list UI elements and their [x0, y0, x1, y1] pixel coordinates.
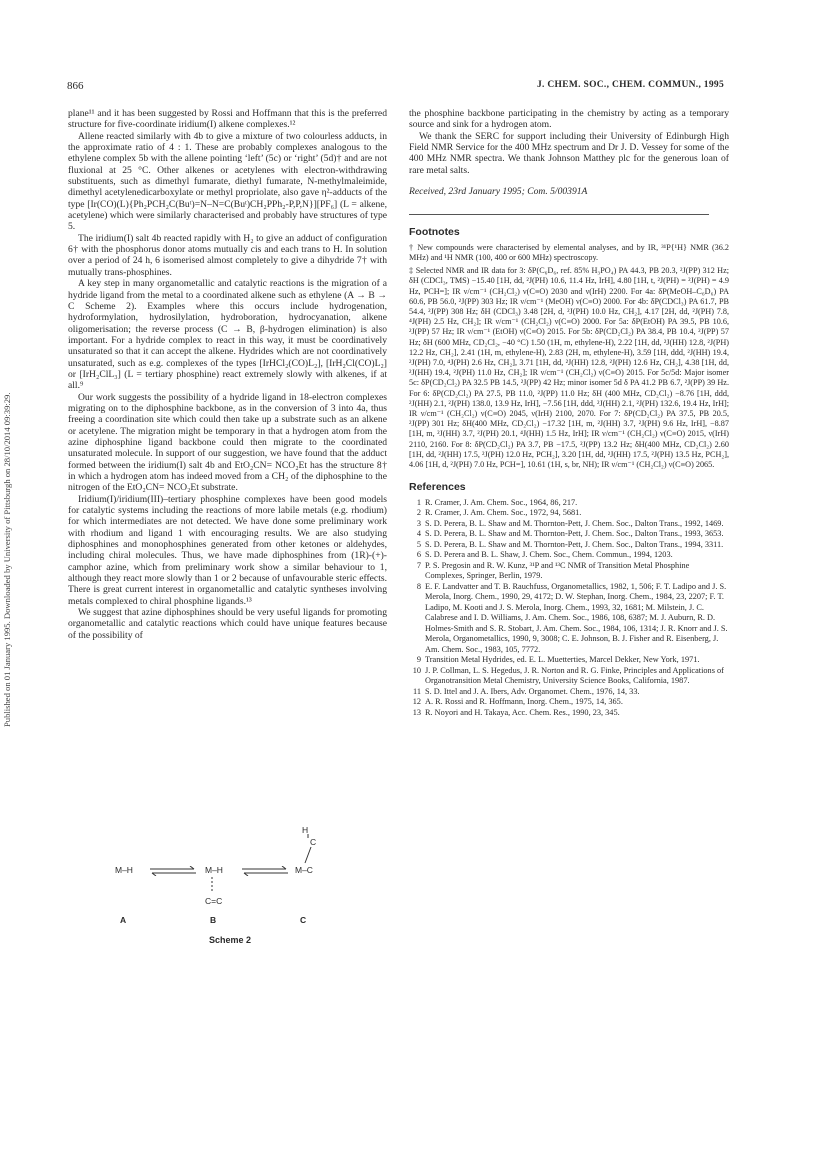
footnote: ‡ Selected NMR and IR data for 3: δP(C₆D₆, ref. 85% H₃PO₄) PA 44.3, PB 20.3, ²J(PP) 312 Hz; δH (CDCl₃, TMS) −15.40 [1H, dd, ²J(PH) 10.6, 11.4 Hz, IrH], 4.80 [1H, t, ²J(PH) = ²J(PH) = 4.9 Hz, PCH=]; IR ν/cm⁻¹ (CH₂Cl₂) ν(C≡O) 2030 and ν(IrH) 2200. For 4a: δP(MeOH–C₆D₆) PA 60.6, PB 56.0, ²J(PP) 303 Hz; IR ν/cm⁻¹ (MeOH) ν(C≡O) 2000. For 4b: δP(CDCl₃) PA 61.7, PB 54.4, ²J(PP) 308 Hz; δH (CDCl₃) 3.48 [2H, d, ²J(PH) 10.0 Hz, CH₂], 4.17 [2H, dd, ²J(PH) 7.8, ⁴J(PH) 2.5 Hz, CH₂]; IR ν/cm⁻¹ (CH₂Cl₂) ν(C≡O) 2000. For 5a: δP(EtOH) PA 39.5, PB 10.6, ²J(PP) 57 Hz; IR ν/cm⁻¹ (EtOH) ν(C≡O) 2015. For 5b: δP(CD₂Cl₂) PA 38.4, PB 10.4, ²J(PP) 57 Hz; δH (600 MHz, CD₂Cl₂, −40 °C) 1.50 (1H, m, ethylene-H), 2.22 [1H, dd, ²J(HH) 12.8, ²J(PH) 12.2 Hz, CH₂], 2.41 (1H, m, ethylene-H), 2.83 (2H, m, ethylene-H), 3.59 [1H, ddd, ²J(HH) 19.4, ²J(PH) 7.0, ⁴J(PH) 2.6 Hz, CH₂], 3.71 [1H, dd, ²J(HH) 12.8, ²J(PH) 12.6 Hz, CH₂], 4.38 [1H, dd, ²J(HH) 19.4, ²J(PH) 11.0 Hz, CH₂]; IR ν/cm⁻¹ (CH₂Cl₂) ν(C≡O) 2015. For 5c/5d: Major isomer 5c: δP(CD₂Cl₂) PA 32.5 PB 14.5, ²J(PP) 42 Hz; minor isomer 5d δ PA 41.2 PB 6.7, ²J(PP) 39 Hz. For 6: δP(CD₂Cl₂) PA 27.5, PB 11.0, ²J(PP) 11.0 Hz; δH (400 MHz, CD₂Cl₂) −8.76 [1H, ddd, ²J(HH) 2.1, ²J(PH) 138.0, 13.9 Hz, IrH], −7.56 [1H, ddd, ²J(HH) 2.1, ²J(PH) 132.6, 19.4 Hz, IrH]; IR ν/cm⁻¹ (CH₂Cl₂) ν(C≡O) 2045, ν(IrH) 2100, 2070. For 7: δP(CD₂Cl₂) PA 37.5, PB 20.5, ²J(PP) 301 Hz; δH(400 MHz, CD₂Cl₂) −17.32 [1H, m, ²J(HH) 3.7, ²J(PH) 9.6 Hz, IrH], −8.87 [1H, m, ²J(HH) 3.7, ²J(PH) 20.1, ⁴J(HH) 1.5 Hz, IrH]; IR ν/cm⁻¹ (CH₂Cl₂) ν(C≡O) 2015, ν(IrH) 2110, 2160. For 8: δP(CD₂Cl₂) PA 3.7, PB −17.5, ²J(PP) 13.2 Hz; δH(400 MHz, CD₂Cl₂) 2.60 [1H, dd, ²J(HH) 17.5, ²J(PH) 12.0 Hz, PCH₂], 3.20 [1H, dd, ²J(HH) 17.5, ²J(PH) 13.5 Hz, PCH₂], 4.06 [1H, d, ²J(PH) 7.0 Hz, PCH=], 10.61 (1H, s, br, NH); IR ν/cm⁻¹ (CH₂Cl₂) ν(C≡O) 2065. — [409, 266, 729, 470]
scheme-alkene: C=C — [205, 896, 223, 906]
scheme-2-diagram — [110, 825, 350, 1005]
reference-text: S. D. Perera, B. L. Shaw and M. Thornton-Pett, J. Chem. Soc., Dalton Trans., 1994, 3311. — [425, 539, 724, 549]
reference-text: A. R. Rossi and R. Hoffmann, Inorg. Chem., 1975, 14, 365. — [425, 697, 623, 707]
scheme-a-formula: M–H — [115, 865, 133, 875]
reference-item — [409, 498, 729, 509]
reference-text: S. D. Perera, B. L. Shaw and M. Thornton-Pett, J. Chem. Soc., Dalton Trans., 1993, 3653. — [425, 529, 724, 539]
reference-item — [409, 561, 729, 582]
reference-text: R. Cramer, J. Am. Chem. Soc., 1964, 86, 217. — [425, 497, 578, 507]
reference-item — [409, 508, 729, 519]
scheme-caption: Scheme 2 — [208, 935, 252, 945]
reference-item — [409, 666, 729, 687]
reference-text: S. D. Perera, B. L. Shaw and M. Thornton-Pett, J. Chem. Soc., Dalton Trans., 1992, 1469. — [425, 518, 724, 528]
reference-number: 2 — [416, 508, 421, 518]
paragraph: Iridium(I)/iridium(III)–tertiary phosphine complexes have been good models for catalytic systems including the reactions of more labile metals (e.g. rhodium) for which intermediates are not detected. We have done some preliminary work with rhodium and ligand 1 with encouraging results. We are also studying diphosphines and monophosphines generated from other ketones or aldehydes, including chiral molecules. Thus, we have made diphosphines from (1R)-(+)-camphor azine, which from preliminary work show a similar behaviour to 1, although they react more slowly than 1 or 2 because of unfavourable steric effects. There is great current interest in organometallic and catalytic syntheses involving metals complexed to chiral phosphine ligands.¹³ — [68, 493, 387, 607]
reference-number: 12 — [412, 697, 421, 707]
reference-item — [409, 582, 729, 656]
download-watermark: Published on 01 January 1995. Downloaded by University of Pittsburgh on 28/10/2014 09:39:29. — [2, 392, 12, 728]
scheme-c-atom: C — [310, 837, 317, 847]
reference-item — [409, 550, 729, 561]
equilibrium-arrow-icon — [148, 866, 198, 876]
equilibrium-arrow-icon — [240, 866, 290, 876]
reference-item — [409, 540, 729, 551]
reference-number: 10 — [412, 665, 421, 675]
acknowledgement: We thank the SERC for support including their University of Edinburgh High Field NMR Service for the 400 MHz spectrum and Dr J. D. Vessey for some of the 400 MHz NMR spectra. We thank Johnson Matthey plc for the generous loan of rare metal salts. — [409, 130, 729, 176]
reference-item — [409, 708, 729, 719]
page-number: 866 — [67, 80, 84, 92]
scheme-b-formula: M–H — [205, 865, 223, 875]
reference-item — [409, 687, 729, 698]
reference-item — [409, 519, 729, 530]
paragraph: Allene reacted similarly with 4b to give a mixture of two colourless adducts, in the approximate ratio of 4 : 1. These are probably complexes analogous to the ethylene complex 5b with the allene pointing ‘left’ (5c) or ‘right’ (5d)† and are not fluxional at 25 °C. Other alkenes or acetylenes with electron-withdrawing substituents, such as dimethyl fumarate, diethyl fumarate, N-methylmaleimide, dimethyl acetylenedicarboxylate or methyl propriolate, also gave η²-adducts of the type [Ir(CO)(L){Ph₂PCH₂C(Buᵗ)=N–N=C(Buᵗ)CH₂PPh₂-P,P,N}][PF₆] (L = alkene, acetylene) which were similarly characterised and probably have structures of type 5. — [68, 130, 387, 233]
journal-running-head: J. CHEM. SOC., CHEM. COMMUN., 1995 — [537, 80, 724, 90]
reference-number: 9 — [416, 655, 421, 665]
reference-number: 3 — [416, 518, 421, 528]
reference-number: 6 — [416, 550, 421, 560]
paragraph: The iridium(I) salt 4b reacted rapidly with H₂ to give an adduct of configuration 6† with the phosphorus donor atoms mutually cis and each trans to H. In solution over a period of 24 h, 6 isomerised almost completely to give a dihydride 7† with mutually trans-phosphines. — [68, 232, 387, 278]
reference-text: S. D. Perera and B. L. Shaw, J. Chem. Soc., Chem. Commun., 1994, 1203. — [425, 550, 673, 560]
paragraph: A key step in many organometallic and catalytic reactions is the migration of a hydride ligand from the metal to a coordinated alkene such as ethylene (A → B → C Scheme 2). Examples where this occurs include hydrogenation, hydroformylation, hydrosilylation, hydroboration, hydrocyanation, alkene oligomerisation; the reverse process (C → B, β-hydrogen elimination) is also important. For a hydride complex to react in this way, it must be coordinatively unsaturated so that it can accept the alkene. Hydrides which are not coordinatively unsaturated, such as e.g. complexes of the types [IrHCl₂(CO)L₂], [IrH₂Cl(CO)L₂] or [IrH₂ClL₃] (L = tertiary phosphine) react extremely slowly with alkenes, if at all.⁹ — [68, 278, 387, 392]
reference-number: 8 — [416, 581, 421, 591]
paragraph: We suggest that azine diphosphines should be very useful ligands for promoting organometallic and catalytic reactions which could have unique features because of the possibility of — [68, 607, 387, 641]
right-column — [409, 108, 729, 718]
reference-text: P. S. Pregosin and R. W. Kunz, ³¹P and ¹³C NMR of Transition Metal Phosphine Complexes, Springer, Berlin, 1979. — [425, 560, 690, 581]
reference-number: 1 — [416, 497, 421, 507]
reference-item — [409, 697, 729, 708]
reference-number: 7 — [416, 560, 421, 570]
footnotes-heading: Footnotes — [409, 226, 460, 239]
reference-text: J. P. Collman, L. S. Hegedus, J. R. Norton and R. G. Finke, Principles and Applications of Organotransition Metal Chemistry, University Science Books, California, 1987. — [425, 665, 724, 686]
scheme-label-a: A — [120, 915, 127, 925]
section-divider — [409, 214, 709, 215]
footnote: † New compounds were characterised by elemental analyses, and by IR, ³¹P{¹H} NMR (36.2 MHz) and ¹H NMR (100, 400 or 600 MHz) spectroscopy. — [409, 242, 729, 262]
scheme-label-c: C — [300, 915, 307, 925]
reference-number: 11 — [413, 686, 421, 696]
scheme-dashed-bond — [206, 877, 236, 895]
scheme-h-atom: H — [302, 825, 309, 835]
paragraph: the phosphine backbone participating in the chemistry by acting as a temporary source and sink for a hydrogen atom. — [409, 108, 729, 131]
reference-text: R. Cramer, J. Am. Chem. Soc., 1972, 94, 5681. — [425, 508, 582, 518]
paragraph: plane¹¹ and it has been suggested by Rossi and Hoffmann that this is the preferred structure for five-coordinate iridium(I) alkene complexes.¹² — [68, 108, 387, 131]
references-heading: References — [409, 481, 466, 494]
reference-text: R. Noyori and H. Takaya, Acc. Chem. Res., 1990, 23, 345. — [425, 707, 620, 717]
reference-number: 5 — [416, 539, 421, 549]
received-date: Received, 23rd January 1995; Com. 5/00391A — [409, 186, 588, 198]
paragraph: Our work suggests the possibility of a hydride ligand in 18-electron complexes migrating on to the diphosphine backbone, as in the conversion of 3 into 4a, thus freeing a coordination site which could then take up a substrate such as an alkene or acetylene. The migration might be temporary in that a hydrogen atom from the azine diphosphine ligand backbone could then migrate to the coordinated unsaturated molecule. In support of our suggestion, we have found that the adduct formed between the iridium(I) salt 4b and EtO₂CN= NCO₂Et has the structure 8† in which a hydrogen atom has indeed moved from a CH₂ of the diphosphine to the nitrogen of the EtO₂CN= NCO₂Et substrate. — [68, 391, 387, 494]
reference-number: 13 — [412, 707, 421, 717]
reference-item — [409, 529, 729, 540]
left-column — [68, 108, 387, 641]
reference-list — [409, 498, 729, 719]
reference-text: E. F. Landvatter and T. B. Rauchfuss, Organometallics, 1982, 1, 506; F. T. Ladipo and J. S. Merola, Inorg. Chem., 1990, 29, 4172; D. W. Stephan, Inorg. Chem., 1984, 23, 2207; F. T. Ladipo, M. Kooti and J. S. Merola, Inorg. Chem., 1993, 32, 1681; M. Milstein, J. C. Calabrese and I. D. Williams, J. Am. Chem. Soc., 1986, 108, 6387; M. J. Auburn, R. D. Holmes-Smith and S. R. Stobart, J. Am. Chem. Soc., 1984, 106, 1314; J. R. Knorr and J. S. Merola, Organometallics, 1990, 9, 3008; C. E. Johnson, B. J. Fisher and R. Eisenberg, J. Am. Chem. Soc., 1983, 105, 7772. — [425, 581, 728, 654]
reference-text: S. D. Ittel and J. A. Ibers, Adv. Organomet. Chem., 1976, 14, 33. — [425, 686, 640, 696]
reference-item — [409, 655, 729, 666]
reference-text: Transition Metal Hydrides, ed. E. L. Muetterties, Marcel Dekker, New York, 1971. — [425, 655, 700, 665]
scheme-c-formula: M–C — [295, 865, 313, 875]
scheme-label-b: B — [210, 915, 217, 925]
reference-number: 4 — [416, 529, 421, 539]
